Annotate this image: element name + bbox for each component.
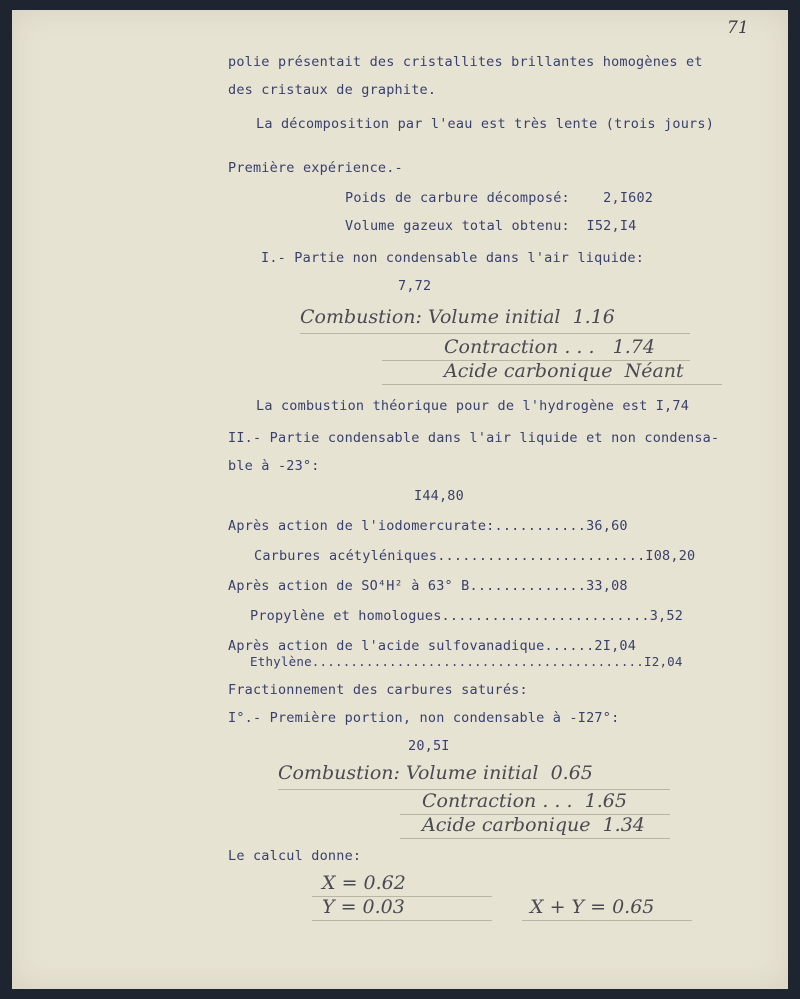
handwritten-line: Combustion: Volume initial 0.65 (278, 762, 593, 784)
text-line: I.- Partie non condensable dans l'air liquide: (261, 250, 645, 266)
underline-rule (382, 384, 722, 385)
underline-rule (522, 920, 692, 921)
value-line: 20,5I (408, 738, 450, 754)
section-heading: Première expérience.- (228, 160, 403, 176)
text-line: La décomposition par l'eau est très lente (trois jours) (256, 116, 715, 132)
handwritten-line: X + Y = 0.65 (530, 896, 655, 918)
handwritten-line: Acide carbonique 1.34 (422, 814, 645, 836)
underline-rule (300, 333, 690, 334)
underline-rule (312, 920, 492, 921)
handwritten-line: Acide carbonique Néant (444, 360, 684, 382)
text-line: Volume gazeux total obtenu: I52,I4 (345, 218, 637, 234)
handwritten-line: Contraction . . . 1.65 (422, 790, 627, 812)
text-line: La combustion théorique pour de l'hydrogène est I,74 (256, 398, 690, 414)
text-line: des cristaux de graphite. (228, 82, 437, 98)
value-line: 7,72 (398, 278, 432, 294)
underline-rule (400, 838, 670, 839)
handwritten-line: X = 0.62 (322, 872, 406, 894)
value-line: I44,80 (414, 488, 464, 504)
document-page (12, 10, 788, 989)
text-line: Après action de SO⁴H² à 63° B..............33,08 (228, 578, 628, 594)
text-line: polie présentait des cristallites brillantes homogènes et (228, 54, 703, 70)
handwritten-line: Contraction . . . 1.74 (444, 336, 655, 358)
text-line: Carbures acétyléniques.........................I08,20 (254, 548, 696, 564)
section-heading: Fractionnement des carbures saturés: (228, 682, 528, 698)
page-number: 71 (727, 18, 749, 38)
text-line: Après action de l'acide sulfovanadique......2I,04 (228, 638, 637, 654)
text-line: Le calcul donne: (228, 848, 362, 864)
text-line: II.- Partie condensable dans l'air liquide et non condensa- (228, 430, 720, 446)
text-line: ble à -23°: (228, 458, 320, 474)
handwritten-line: Combustion: Volume initial 1.16 (300, 306, 615, 328)
text-line: Ethylène...........................................I2,04 (250, 654, 683, 669)
text-line: I°.- Première portion, non condensable à -I27°: (228, 710, 620, 726)
text-line: Poids de carbure décomposé: 2,I602 (345, 190, 654, 206)
text-line: Propylène et homologues.........................3,52 (250, 608, 684, 624)
text-line: Après action de l'iodomercurate:...........36,60 (228, 518, 628, 534)
handwritten-line: Y = 0.03 (322, 896, 405, 918)
